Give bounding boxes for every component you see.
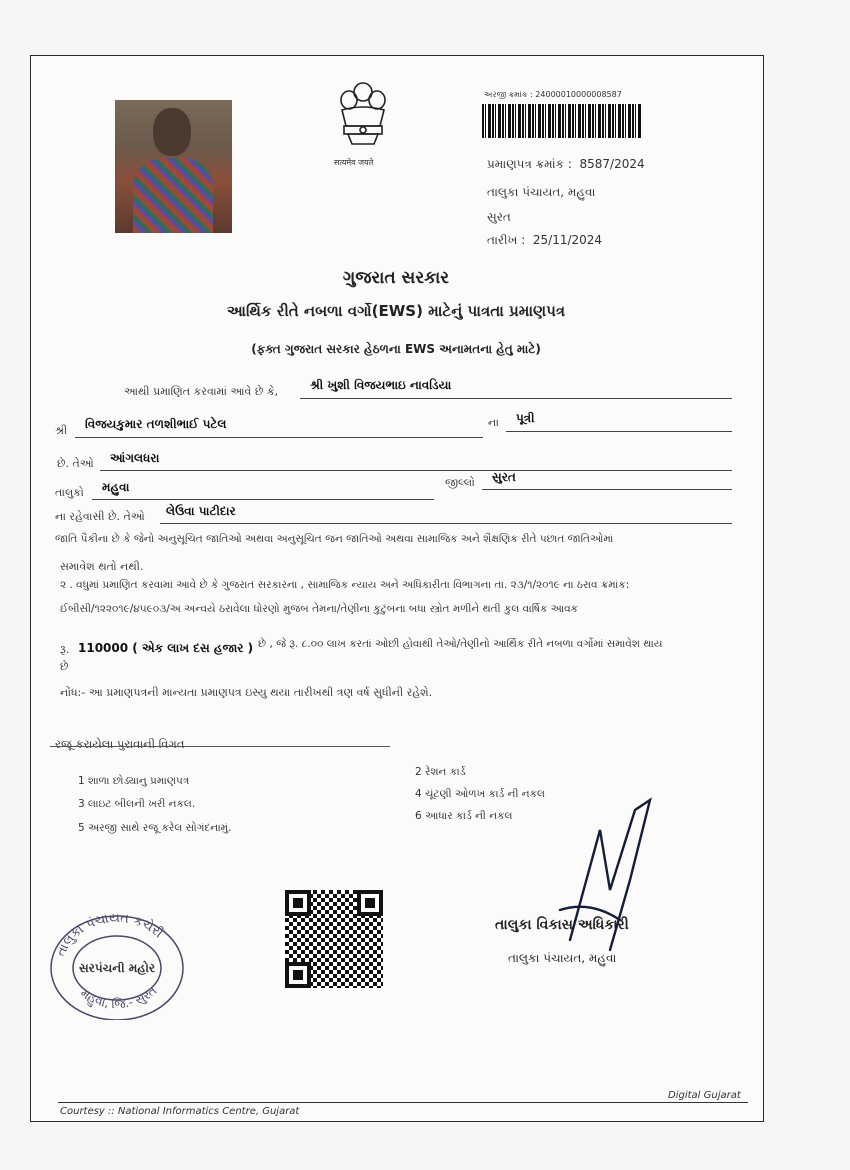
officer-signature bbox=[540, 790, 670, 960]
verification-qr-code bbox=[285, 890, 383, 988]
village-label: છે. તેઓ bbox=[57, 457, 94, 470]
district: સુરત bbox=[492, 470, 516, 484]
document-item: 2 રેશન કાર્ડ bbox=[415, 766, 466, 778]
issue-date: તારીખ : 25/11/2024 bbox=[487, 233, 603, 247]
svg-text:તાલુકા પંચાયત કચેરી: તાલુકા પંચાયત કચેરી bbox=[53, 910, 166, 959]
relation: પૂત્રી bbox=[516, 411, 535, 425]
footer-brand: Digital Gujarat bbox=[668, 1090, 741, 1101]
government-title: ગુજરાત સરકાર bbox=[342, 268, 450, 288]
document-item: 5 અરજી સાથે રજૂ કરેલ સોગંદનામું. bbox=[78, 822, 232, 834]
issuing-district: સુરત bbox=[487, 210, 511, 224]
na-label: ના bbox=[488, 416, 499, 429]
certificate-title: આર્થિક રીતે નબળા વર્ગો(EWS) માટેનું પાત્રતા પ્રમાણપત્ર bbox=[226, 302, 566, 320]
footer-courtesy: Courtesy :: National Informatics Centre, Gujarat bbox=[60, 1106, 300, 1117]
certify-prefix: આથી પ્રમાણિત કરવામાં આવે છે કે, bbox=[124, 385, 279, 398]
income-suffix: છે , જે રૂ. ૮.૦૦ લાખ કરતાં ઓછી હોવાથી તેઓ/તેણીનો આર્થિક રીતે નબળા વર્ગોમાં સમાવેશ થાય bbox=[258, 638, 663, 650]
caste: લેઉવા પાટીદાર bbox=[166, 504, 236, 518]
validity-note: નોંધ:- આ પ્રમાણપત્રની માન્યતા પ્રમાણપત્ર ઇસ્યુ થયા તારીખથી ત્રણ વર્ષ સુધીની રહેશે. bbox=[60, 686, 433, 699]
taluka-label: તાલુકો bbox=[55, 486, 84, 499]
emblem-motto: सत्यमेव जयते bbox=[334, 158, 374, 167]
panchayat-seal bbox=[47, 910, 187, 1020]
certificate-number: પ્રમાણપત્ર ક્રમાંક : 8587/2024 bbox=[487, 157, 645, 171]
document-item: 3 લાઇટ બીલની ખરી નકલ. bbox=[78, 798, 196, 810]
annual-income: 110000 ( એક લાખ દસ હજાર ) bbox=[78, 641, 254, 655]
application-barcode bbox=[482, 104, 642, 138]
district-label: જીલ્લો bbox=[445, 476, 475, 489]
issuing-office: તાલુકા પંચાયત, મહુવા bbox=[487, 185, 596, 199]
signatory-title: તાલુકા વિકાસ અધિકારી bbox=[495, 917, 629, 933]
national-emblem-icon bbox=[330, 78, 396, 158]
caste-line-1: જાતિ પૈકીના છે કે જેનો અનુસૂચિત જાતિઓ અથવા અનુસૂચિત જન જાતિઓ અથવા સામાજિક અને શૈક્ષણિક રીતે પછાત જાતિઓમાં bbox=[55, 533, 614, 545]
certificate-subtitle: (ફક્ત ગુજરાત સરકાર હેઠળના EWS અનામતના હેતુ માટે) bbox=[251, 342, 541, 356]
father-name: વિજયકુમાર તળશીભાઈ પટેલ bbox=[85, 417, 227, 431]
resident-label: ના રહેવાસી છે. તેઓ bbox=[55, 510, 145, 523]
caste-line-2: સમાવેશ થતો નથી. bbox=[60, 560, 144, 573]
document-item: 4 ચૂંટણી ઓળખ કાર્ડ ની નકલ bbox=[415, 788, 545, 800]
document-item: 6 આધાર કાર્ડ ની નકલ bbox=[415, 810, 513, 822]
village: આંગલધરા bbox=[110, 451, 160, 465]
signatory-office: તાલુકા પંચાયત, મહુવા bbox=[508, 951, 617, 965]
para2-line-2: ઈબીસી/૧૨૨૦૧૯/૪૫૯૦૩/અ અન્વયે ઠરાવેલા ધોરણો મુજબ તેમના/તેણીના કુટુંબના બધા સ્ત્રોત મળીને થતી કુલ વાર્ષિક આવક bbox=[60, 603, 579, 615]
income-prefix: રૂ. bbox=[60, 643, 70, 656]
svg-text:સરપંચની મહોર: સરપંચની મહોર bbox=[78, 961, 156, 975]
para2-line-1: ૨ . વધુમાં પ્રમાણિત કરવામાં આવે છે કે ગુજરાત સરકારના , સામાજિક ન્યાય અને અધિકારીતા વિભાગના તા. ૨૩/૧/૨૦૧૯ ના ઠરાવ ક્રમાંક: bbox=[60, 579, 630, 591]
documents-heading: રજૂ કરાયેલા પુરાવાની વિગત bbox=[55, 737, 185, 751]
shri-label: શ્રી bbox=[55, 424, 68, 437]
application-number: અરજી ક્રમાંક : 24000010000008587 bbox=[484, 90, 622, 99]
document-item: 1 શાળા છોડ્યાનુ પ્રમાણપત્ર bbox=[78, 775, 190, 787]
applicant-name: શ્રી ખુશી વિજયભાઇ નાવડિયા bbox=[310, 378, 452, 392]
svg-text:મહુવા, જિ.- સુરત: મહુવા, જિ.- સુરત bbox=[77, 983, 160, 1012]
taluka: મહુવા bbox=[102, 480, 130, 494]
applicant-photo bbox=[115, 100, 232, 233]
para2-end: છે bbox=[60, 660, 69, 673]
